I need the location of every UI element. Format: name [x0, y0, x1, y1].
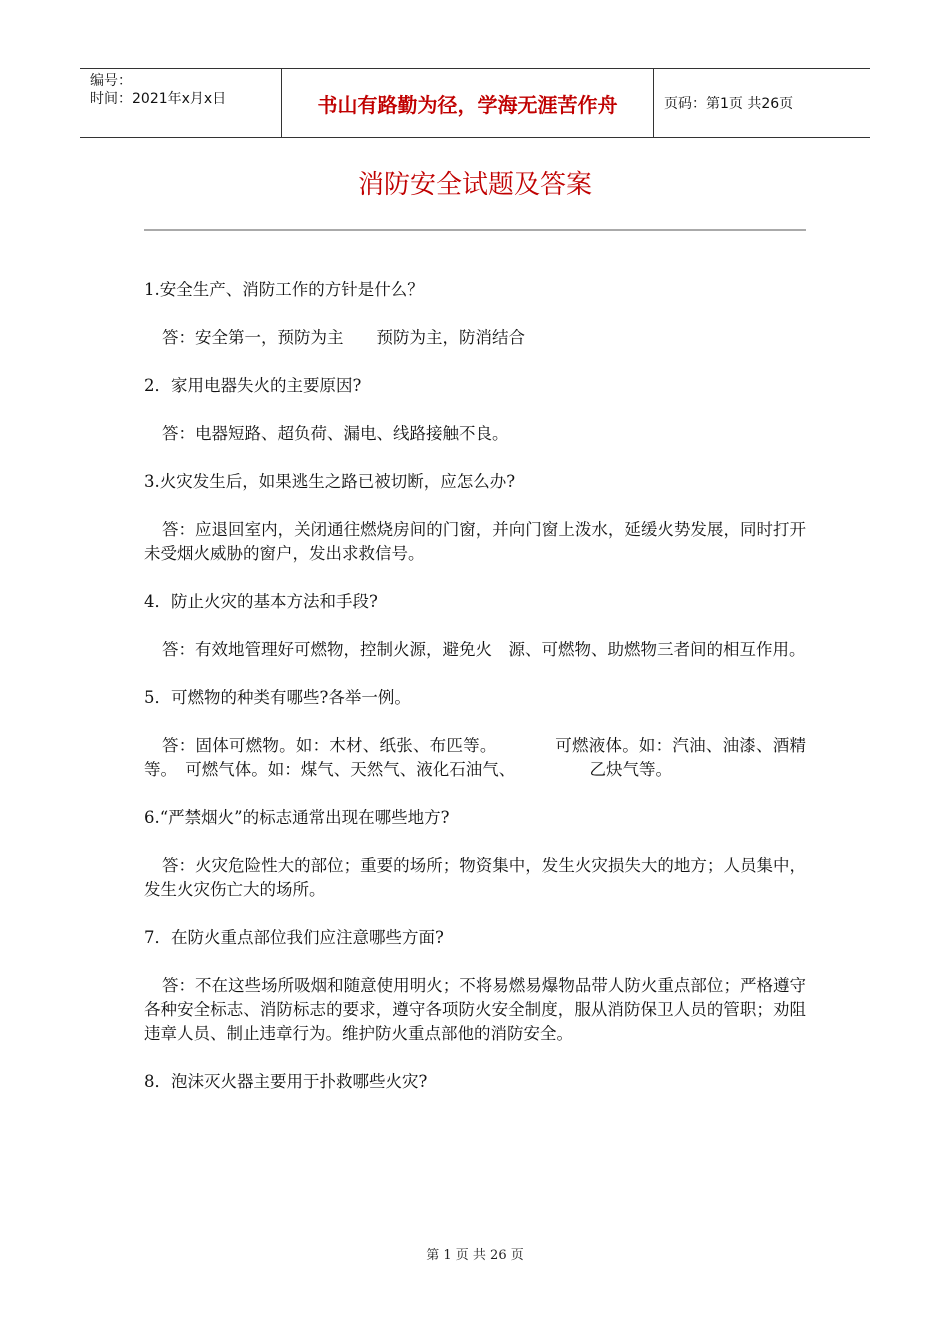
question-7: 7．在防火重点部位我们应注意哪些方面?: [144, 928, 444, 947]
document-header: [80, 68, 870, 138]
title-divider: [144, 229, 806, 231]
number-label: 编号：: [90, 73, 132, 89]
answer-4: 答：有效地管理好可燃物，控制火源，避免火 源、可燃物、助燃物三者间的相互作用。: [162, 640, 806, 659]
header-meta: [80, 69, 282, 137]
answer-1: 答：安全第一，预防为主 预防为主，防消结合: [162, 328, 525, 347]
answer-5: 答：固体可燃物。如：木材、纸张、布匹等。 可燃液体。如：汽油、油漆、酒精等。 可燃气体。如：煤气、天然气、液化石油气、 乙炔气等。: [144, 736, 806, 779]
question-1: 1.安全生产、消防工作的方针是什么？: [144, 280, 424, 299]
question-8: 8．泡沫灭火器主要用于扑救哪些火灾?: [144, 1072, 428, 1091]
answer-7: 答：不在这些场所吸烟和随意使用明火；不将易燃易爆物品带人防火重点部位；严格遵守各种安全标志、消防标志的要求，遵守各项防火安全制度，服从消防保卫人员的管职；劝阻违章人员、制止违章行为。维护防火重点部他的消防安全。: [144, 976, 806, 1043]
question-5: 5．可燃物的种类有哪些?各举一例。: [144, 688, 411, 707]
question-3: 3.火灾发生后，如果逃生之路已被切断，应怎么办?: [144, 472, 516, 491]
qa-list: [144, 278, 806, 1118]
time-label: 时间：2021年x月x日: [90, 91, 227, 107]
document-title: 消防安全试题及答案: [357, 170, 592, 200]
header-page-info: 页码：第1页 共26页: [664, 96, 794, 112]
header-motto: 书山有路勤为径，学海无涯苦作舟: [282, 69, 654, 137]
answer-3: 答：应退回室内，关闭通往燃烧房间的门窗，并向门窗上泼水，延缓火势发展，同时打开未受烟火威胁的窗户，发出求救信号。: [144, 520, 806, 563]
answer-6: 答：火灾危险性大的部位；重要的场所；物资集中，发生火灾损失大的地方；人员集中，发生火灾伤亡大的场所。: [144, 856, 806, 899]
question-4: 4．防止火灾的基本方法和手段?: [144, 592, 378, 611]
page-footer: 第 1 页 共 26 页: [426, 1248, 524, 1263]
question-6: 6.“严禁烟火”的标志通常出现在哪些地方?: [144, 808, 450, 827]
answer-2: 答：电器短路、超负荷、漏电、线路接触不良。: [162, 424, 509, 443]
question-2: 2．家用电器失火的主要原因?: [144, 376, 362, 395]
